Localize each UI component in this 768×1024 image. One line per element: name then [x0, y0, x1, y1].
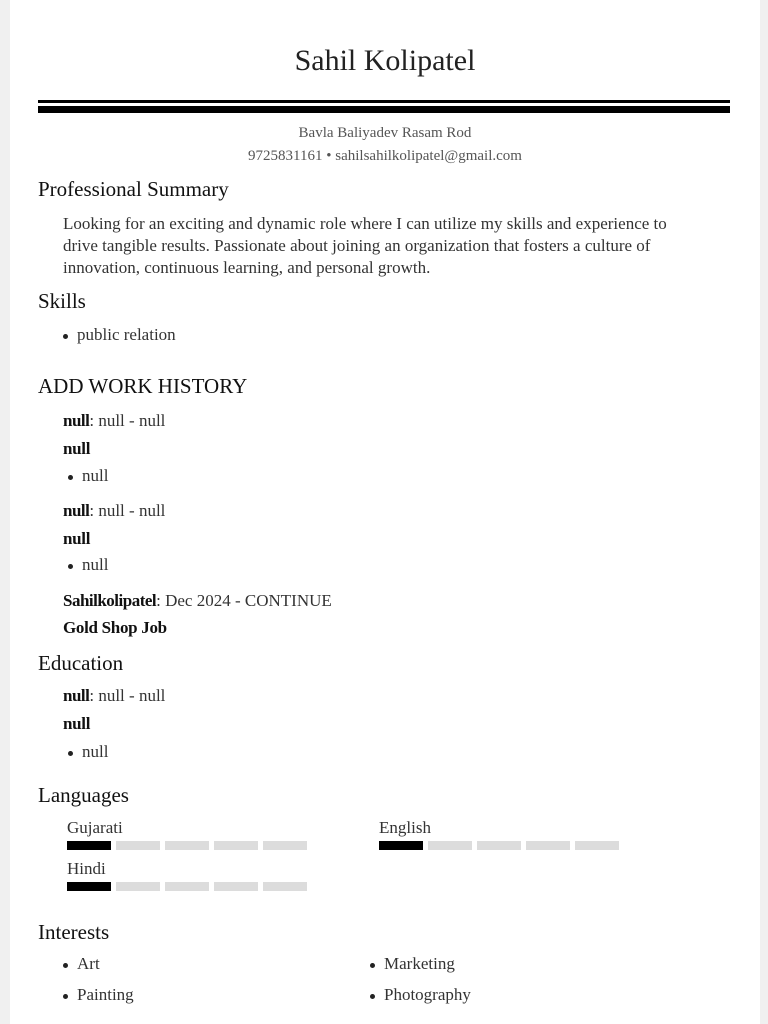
work-title: null	[63, 529, 91, 548]
interests-heading: Interests	[38, 920, 110, 944]
language-name: Gujarati	[67, 818, 123, 837]
education-entry-header	[63, 686, 165, 706]
summary-line: innovation, continuous learning, and personal growth.	[63, 258, 431, 277]
meter-segment-filled	[67, 882, 111, 891]
work-title: null	[63, 439, 91, 458]
work-heading: ADD WORK HISTORY	[38, 374, 248, 398]
work-company: null	[63, 411, 90, 430]
work-bullet: null	[82, 555, 109, 574]
contact-address: Bavla Baliyadev Rasam Rod	[298, 125, 472, 141]
language-meter	[67, 841, 307, 850]
contact-email[interactable]: sahilsahilkolipatel@gmail.com	[335, 148, 522, 164]
languages-heading: Languages	[38, 783, 129, 807]
interest-item: Art	[77, 954, 100, 973]
contact-phone: 9725831161	[248, 148, 323, 164]
meter-segment-empty	[165, 882, 209, 891]
education-heading: Education	[38, 651, 124, 675]
meter-segment-empty	[428, 841, 472, 850]
meter-segment-filled	[67, 841, 111, 850]
work-company: Sahilkolipatel	[63, 591, 157, 610]
work-entry-header	[63, 591, 332, 611]
header-divider-thin	[38, 100, 730, 103]
meter-segment-empty	[263, 841, 307, 850]
summary-text	[63, 213, 713, 279]
meter-segment-empty	[165, 841, 209, 850]
work-entry-header	[63, 411, 165, 431]
work-dates: : Dec 2024 - CONTINUE	[156, 591, 332, 610]
education-school: null	[63, 686, 90, 705]
header-divider-thick	[38, 106, 730, 113]
work-dates: : null - null	[89, 501, 166, 520]
contact-line	[10, 148, 760, 165]
interest-item: Photography	[384, 985, 471, 1004]
education-dates: : null - null	[89, 686, 166, 705]
meter-segment-empty	[526, 841, 570, 850]
contact-separator: •	[326, 148, 332, 164]
language-name: Hindi	[67, 859, 106, 878]
meter-segment-empty	[477, 841, 521, 850]
meter-segment-filled	[379, 841, 423, 850]
meter-segment-empty	[116, 841, 160, 850]
summary-line: drive tangible results. Passionate about joining an organization that fosters a culture of	[63, 236, 651, 255]
summary-line: Looking for an exciting and dynamic role where I can utilize my skills and experience to	[63, 214, 667, 233]
resume-page	[10, 0, 760, 1024]
meter-segment-empty	[263, 882, 307, 891]
work-bullet: null	[82, 466, 109, 485]
skill-item: public relation	[77, 325, 176, 344]
meter-segment-empty	[214, 841, 258, 850]
work-entry-header	[63, 501, 165, 521]
work-company: null	[63, 501, 90, 520]
skills-heading: Skills	[38, 289, 86, 313]
candidate-name: Sahil Kolipatel	[294, 44, 476, 77]
education-degree: null	[63, 714, 91, 733]
summary-heading: Professional Summary	[38, 177, 229, 201]
meter-segment-empty	[214, 882, 258, 891]
language-name: English	[379, 818, 431, 837]
work-dates: : null - null	[89, 411, 166, 430]
interest-item: Painting	[77, 985, 134, 1004]
meter-segment-empty	[575, 841, 619, 850]
language-meter	[67, 882, 307, 891]
interest-item: Marketing	[384, 954, 455, 973]
work-title: Gold Shop Job	[63, 618, 167, 637]
language-meter	[379, 841, 619, 850]
education-bullet: null	[82, 742, 109, 761]
meter-segment-empty	[116, 882, 160, 891]
